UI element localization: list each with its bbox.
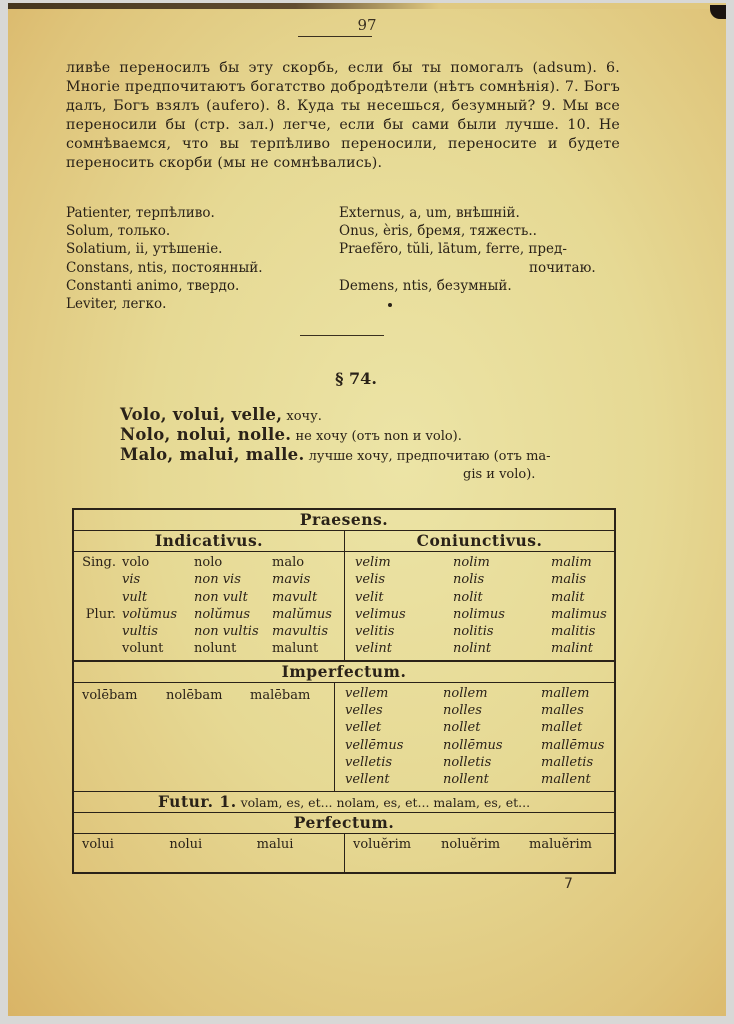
form-cell: non vult: [194, 589, 248, 605]
form-cell: nollet: [443, 720, 481, 736]
form-cell: nolunt: [194, 641, 237, 657]
form-cell: velit: [355, 589, 384, 605]
verb-gloss: не хочу (отъ non и volo).: [295, 429, 462, 444]
form-cell: mallēmus: [541, 737, 605, 753]
form-cell: vellent: [345, 772, 390, 788]
vocabulary-left: [66, 204, 331, 313]
imperfectum-header: Imperfectum.: [74, 662, 614, 683]
perfectum-header: Perfectum.: [74, 813, 614, 834]
vocab-entry: Patienter, терпѣливо.: [66, 205, 215, 221]
table-row: [345, 589, 639, 606]
form-cell: nolo: [194, 555, 223, 570]
form-cell: malletis: [541, 754, 594, 770]
form-cell: malitis: [551, 624, 596, 640]
form-cell: malimus: [551, 606, 607, 622]
form-cell: maluĕrim: [529, 836, 593, 852]
imperfectum-indicativus: [74, 683, 335, 791]
vocab-entry: Externus, a, um, внѣшнiй.: [339, 205, 520, 221]
form-cell: mavis: [272, 572, 311, 588]
form-cell: volo: [122, 555, 150, 570]
mood-header-row: [74, 531, 614, 552]
table-row: [345, 606, 639, 623]
form-cell: malles: [541, 703, 584, 719]
verb-latin: Volo, volui, velle,: [120, 405, 283, 424]
number-label: Plur.: [85, 606, 116, 622]
number-label: [74, 623, 122, 640]
form-cell: vis: [122, 572, 141, 588]
page-number-rule: [298, 36, 372, 37]
form-cell: vultis: [122, 624, 158, 640]
praesens-body: [74, 552, 614, 662]
form-cell: volunt: [122, 641, 164, 657]
form-cell: vellet: [345, 720, 382, 736]
section-separator: [300, 335, 384, 336]
form-cell: nolŭmus: [194, 606, 251, 622]
form-cell: noluĕrim: [441, 836, 501, 852]
verb-gloss: лучше хочу, предпочитаю (отъ ma-: [308, 449, 551, 464]
table-row: [74, 685, 334, 704]
form-cell: nolim: [453, 555, 490, 570]
book-page: [8, 3, 726, 1016]
table-row: [74, 606, 344, 623]
ink-dot: [388, 303, 392, 307]
table-row: [335, 737, 629, 754]
table-row: [335, 702, 629, 719]
verb-line: [120, 406, 620, 426]
form-cell: volēbam: [82, 687, 138, 703]
form-cell: malo: [272, 555, 305, 570]
form-cell: volui: [82, 836, 114, 852]
number-label: [74, 589, 122, 606]
table-row: [335, 685, 629, 702]
table-row: [345, 640, 639, 657]
table-row: [74, 640, 344, 657]
form-cell: non vis: [194, 572, 241, 588]
form-cell: nolēbam: [166, 687, 223, 703]
section-heading: § 74.: [335, 369, 377, 388]
futur-forms: volam, es, et... nolam, es, et... malam, es, et...: [240, 794, 531, 810]
praesens-coniunctivus: [345, 552, 639, 660]
table-row: [74, 623, 344, 640]
form-cell: mavultis: [272, 624, 329, 640]
form-cell: nolles: [443, 703, 482, 719]
form-cell: malui: [256, 836, 294, 852]
form-cell: nolitis: [453, 624, 494, 640]
form-cell: nolimus: [453, 606, 505, 622]
form-cell: velles: [345, 703, 383, 719]
exercise-paragraph: ливѣе переносилъ бы эту скорбь, если бы ты помогалъ (adsum). 6. Многiе предпочитаютъ богатство добродѣтели (нѣтъ сомнѣнiя). 7. Богъ далъ, Богъ взялъ (aufero). 8. Куда ты несешься, безумный? 9. Мы все переносили бы (стр. зал.) легче, если бы сами были лучше. 10. Не сомнѣваемся, что вы терпѣливо переносили, переносите и будете переносить скорби (мы не сомнѣвались).: [66, 60, 620, 171]
form-cell: nollem: [443, 685, 488, 701]
futur-label: Futur. 1.: [157, 791, 237, 811]
vocab-entry: Praefĕro, tŭli, lātum, ferre, пред-: [339, 241, 567, 258]
table-row: [335, 771, 629, 788]
form-cell: mallet: [541, 720, 583, 736]
verb-gloss-continuation: gis и volo).: [463, 467, 536, 482]
form-cell: volŭmus: [122, 606, 178, 622]
table-row: [74, 554, 344, 571]
vocab-entry-continuation: почитаю.: [529, 259, 596, 276]
table-row: [74, 571, 344, 588]
indicativus-header: Indicativus.: [74, 531, 345, 551]
verb-latin: Nolo, nolui, nolle.: [120, 425, 292, 444]
vocabulary-right: [339, 204, 619, 295]
form-cell: nollēmus: [443, 737, 503, 753]
form-cell: malēbam: [250, 687, 311, 703]
vocab-entry: Solum, только.: [66, 223, 171, 240]
number-label: [74, 571, 122, 588]
futur-row: [74, 792, 614, 813]
verb-line: [120, 426, 620, 446]
perfectum-coniunctivus: [345, 834, 617, 872]
form-cell: vellēmus: [345, 737, 404, 753]
perfectum-indicativus: [74, 834, 345, 872]
table-row: [335, 719, 629, 736]
form-cell: nollent: [443, 772, 489, 788]
vocab-entry: Solatium, ii, утѣшенiе.: [66, 241, 223, 258]
table-row: [74, 589, 344, 606]
form-cell: velitis: [355, 624, 395, 640]
form-cell: non vultis: [194, 624, 259, 640]
form-cell: velletis: [345, 754, 393, 770]
imperfectum-coniunctivus: [335, 683, 629, 791]
vocab-entry: Constanti animo, твердо.: [66, 277, 240, 294]
table-row: [335, 754, 629, 771]
page-number: 97: [357, 16, 377, 34]
conjugation-table: [72, 508, 616, 874]
number-label: Sing.: [82, 555, 116, 570]
praesens-indicativus: [74, 552, 345, 660]
form-cell: nolint: [453, 641, 492, 657]
table-row: [345, 554, 639, 571]
form-cell: vult: [122, 589, 148, 605]
form-cell: nolis: [453, 572, 485, 588]
form-cell: nolui: [169, 836, 203, 852]
verb-principal-parts: [120, 406, 620, 484]
signature-mark: 7: [564, 876, 573, 892]
form-cell: velis: [355, 572, 386, 588]
vocab-entry: Demens, ntis, безумный.: [339, 277, 512, 294]
form-cell: velint: [355, 641, 392, 657]
table-row: [345, 623, 639, 640]
form-cell: mavult: [272, 589, 318, 605]
verb-line: [120, 446, 620, 466]
verb-latin: Malo, malui, malle.: [120, 445, 305, 464]
form-cell: nolit: [453, 589, 483, 605]
form-cell: voluĕrim: [353, 836, 412, 852]
form-cell: malunt: [272, 641, 319, 657]
vocab-entry: Leviter, легко.: [66, 296, 167, 313]
form-cell: mallent: [541, 772, 591, 788]
verb-gloss: хочу.: [286, 409, 322, 424]
form-cell: malint: [551, 641, 593, 657]
form-cell: nolletis: [443, 754, 492, 770]
form-cell: velimus: [355, 606, 406, 622]
vocab-entry: Constans, ntis, постоянный.: [66, 259, 263, 276]
form-cell: mallem: [541, 685, 590, 701]
perfectum-body: [74, 834, 614, 874]
form-cell: malim: [551, 555, 592, 570]
form-cell: velim: [355, 555, 391, 570]
number-label: [74, 640, 122, 657]
form-cell: malŭmus: [272, 606, 332, 622]
form-cell: malit: [551, 589, 585, 605]
coniunctivus-header: Coniunctivus.: [416, 531, 543, 550]
table-row: [345, 571, 639, 588]
praesens-header: Praesens.: [74, 510, 614, 531]
imperfectum-body: [74, 683, 614, 792]
vocab-entry: Onus, èris, бремя, тяжесть..: [339, 223, 537, 240]
form-cell: vellem: [345, 685, 389, 701]
form-cell: malis: [551, 572, 587, 588]
